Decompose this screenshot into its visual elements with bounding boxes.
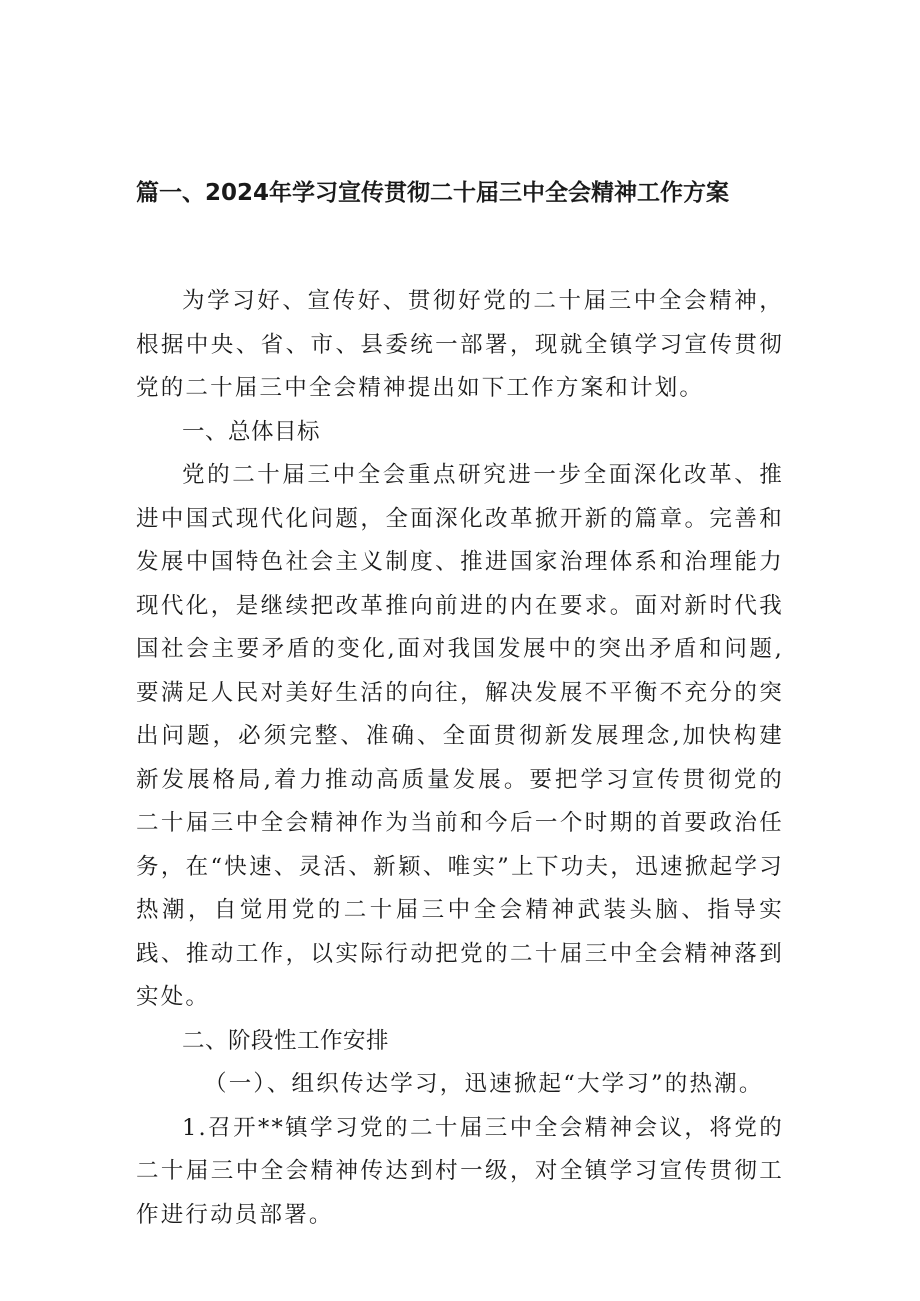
- document-body: [136, 280, 784, 1237]
- subsection-heading-organize-study: （一）、组织传达学习，迅速掀起“大学习”的热潮。: [204, 1071, 764, 1097]
- intro-paragraph: 为学习好、宣传好、贯彻好党的二十届三中全会精神，根据中央、省、市、县委统一部署，现就全镇学习宣传贯彻党的二十届三中全会精神提出如下工作方案和计划。: [136, 288, 784, 401]
- section-paragraph-overall-goal: 党的二十届三中全会重点研究进一步全面深化改革、推进中国式现代化问题，全面深化改革掀开新的篇章。完善和发展中国特色社会主义制度、推进国家治理体系和治理能力现代化，是继续把改革推向前进的内在要求。面对新时代我国社会主要矛盾的变化,面对我国发展中的突出矛盾和问题,要满足人民对美好生活的向往，解决发展不平衡不充分的突出问题，必须完整、准确、全面贯彻新发展理念,加快构建新发展格局,着力推动高质量发展。要把学习宣传贯彻党的二十届三中全会精神作为当前和今后一个时期的首要政治任务，在“快速、灵活、新颖、唯实”上下功夫，迅速掀起学习热潮，自觉用党的二十届三中全会精神武装头脑、指导实践、推动工作，以实际行动把党的二十届三中全会精神落到实处。: [136, 462, 784, 1010]
- section-heading-phased-work: 二、阶段性工作安排: [182, 1027, 390, 1054]
- document-title: 篇一、2024年学习宣传贯彻二十届三中全会精神工作方案: [136, 180, 730, 206]
- list-item-paragraph: 1.召开**镇学习党的二十届三中全会精神会议，将党的二十届三中全会精神传达到村一级，对全镇学习宣传贯彻工作进行动员部署。: [136, 1114, 784, 1228]
- section-heading-overall-goal: 一、总体目标: [182, 418, 321, 445]
